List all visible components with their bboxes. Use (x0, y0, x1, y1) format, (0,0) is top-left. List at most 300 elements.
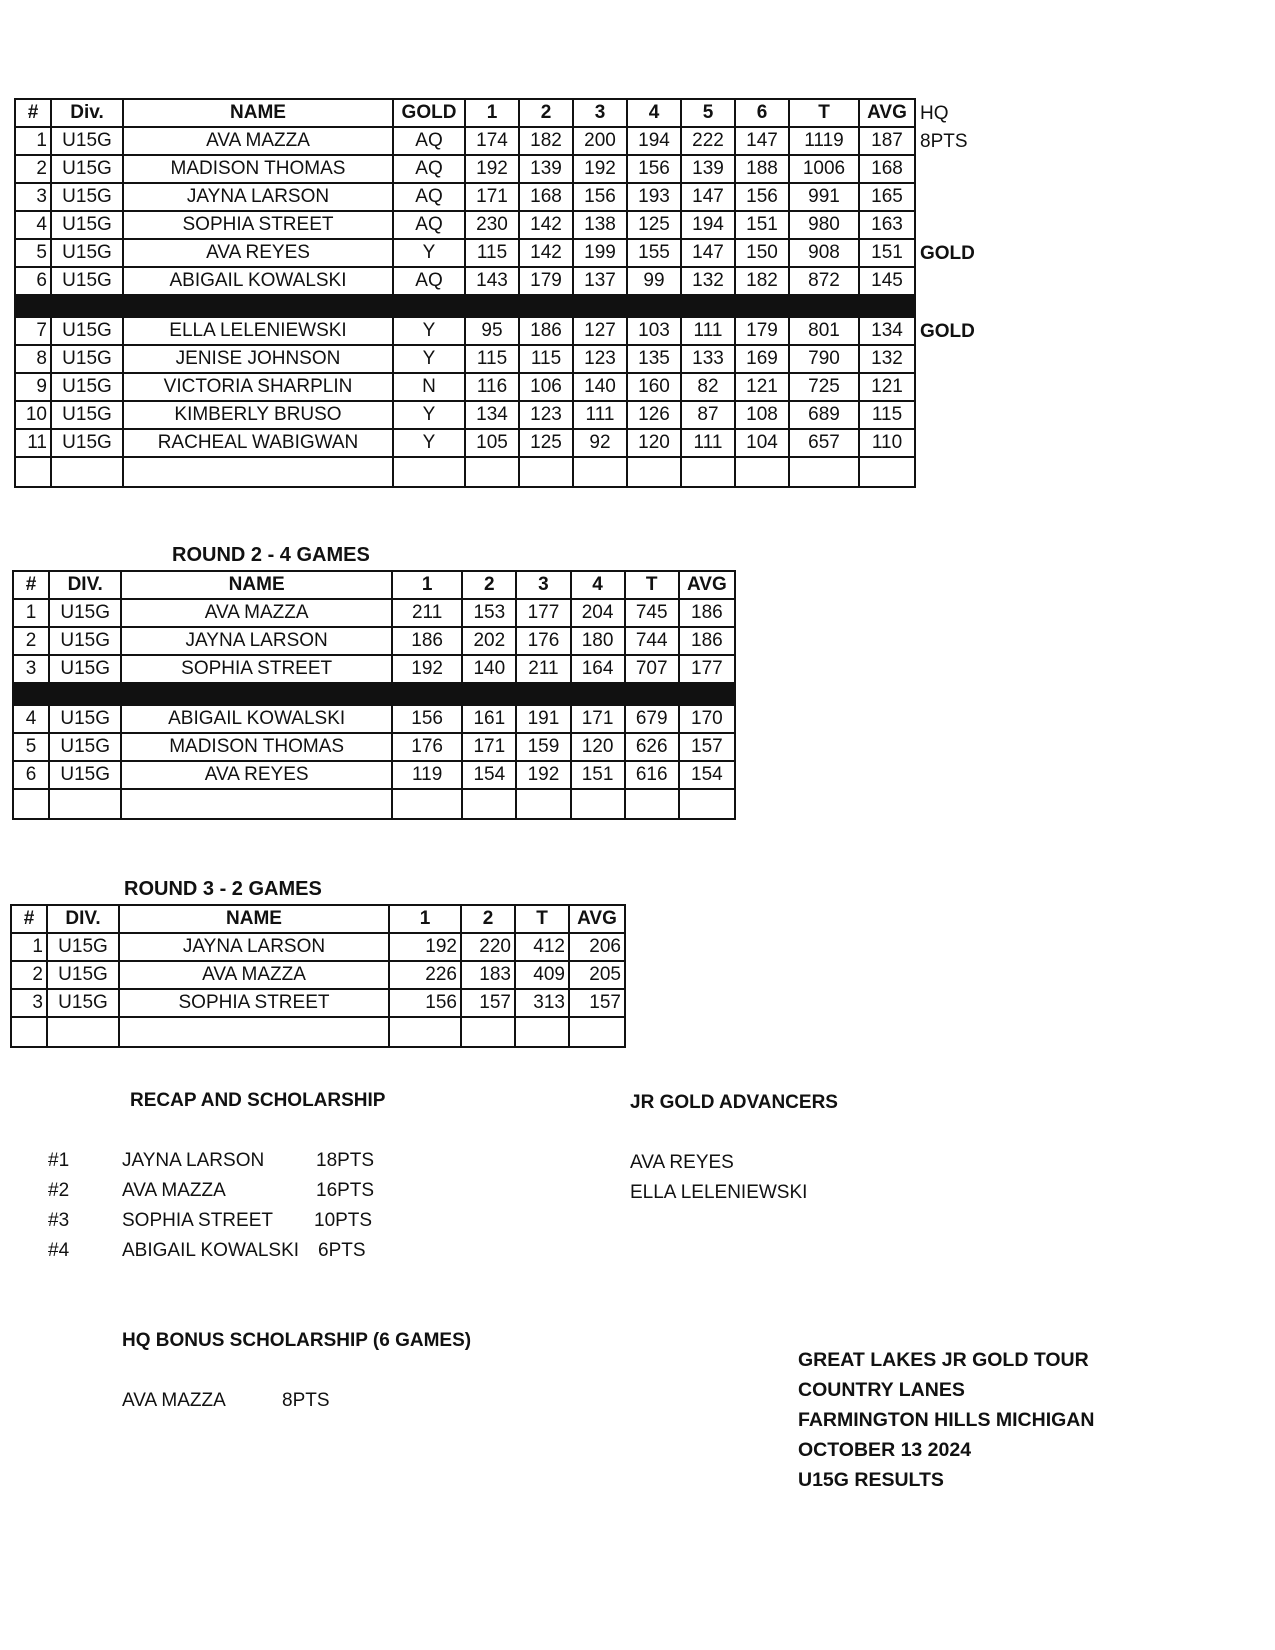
table-cell: 119 (392, 761, 462, 789)
empty-cell (571, 789, 625, 819)
table-cell: 707 (625, 655, 679, 683)
event-tour-name: GREAT LAKES JR GOLD TOUR (798, 1349, 1089, 1371)
table-cell: U15G (49, 705, 121, 733)
table-cell: 176 (392, 733, 462, 761)
round2-header-row (13, 571, 735, 599)
table-cell: 137 (573, 267, 627, 295)
table-cell: U15G (47, 961, 119, 989)
table-cell: 192 (573, 155, 627, 183)
empty-cell (627, 457, 681, 487)
advancer-name: ELLA LELENIEWSKI (630, 1182, 808, 1203)
table-cell: 186 (679, 627, 735, 655)
table-cell: Y (393, 317, 465, 345)
table-cell: 1 (15, 127, 51, 155)
table-cell: U15G (49, 599, 121, 627)
table-cell: U15G (51, 211, 123, 239)
empty-cell (681, 457, 735, 487)
table-row (11, 933, 625, 961)
table-cell: 991 (789, 183, 859, 211)
table-cell: 6 (13, 761, 49, 789)
table-cell: 182 (519, 127, 573, 155)
header-cell: AVG (569, 905, 625, 933)
table-cell: 744 (625, 627, 679, 655)
table-cell: AVA REYES (121, 761, 392, 789)
recap-rank: #2 (48, 1180, 70, 1201)
event-venue: COUNTRY LANES (798, 1379, 965, 1401)
table-cell: JENISE JOHNSON (123, 345, 393, 373)
table-cell: 104 (735, 429, 789, 457)
table-cell: 200 (573, 127, 627, 155)
round3-title: ROUND 3 - 2 GAMES (124, 878, 322, 900)
round3-body (11, 933, 625, 1047)
table-cell: 230 (465, 211, 519, 239)
hq-bonus-pts: 8PTS (282, 1390, 330, 1411)
table-cell: 5 (15, 239, 51, 267)
table-cell: 169 (735, 345, 789, 373)
table-cell: 170 (679, 705, 735, 733)
table-cell: 176 (516, 627, 570, 655)
header-cell: 1 (465, 99, 519, 127)
table-cell: VICTORIA SHARPLIN (123, 373, 393, 401)
recap-rank: #3 (48, 1210, 70, 1231)
table-cell: 139 (519, 155, 573, 183)
table-cell: AQ (393, 127, 465, 155)
table-cell: 143 (465, 267, 519, 295)
table-cell: RACHEAL WABIGWAN (123, 429, 393, 457)
table-cell: U15G (51, 429, 123, 457)
table-cell: AQ (393, 267, 465, 295)
empty-cell (15, 457, 51, 487)
table-cell: U15G (51, 317, 123, 345)
empty-cell (119, 1017, 389, 1047)
table-cell: JAYNA LARSON (121, 627, 392, 655)
table-cell: 161 (462, 705, 516, 733)
table-cell: U15G (51, 155, 123, 183)
empty-cell (461, 1017, 515, 1047)
table-row (15, 373, 915, 401)
table-cell: 139 (681, 155, 735, 183)
table-row (13, 733, 735, 761)
table-cell: 134 (465, 401, 519, 429)
empty-cell (389, 1017, 461, 1047)
table-cell: 156 (735, 183, 789, 211)
table-cell: 6 (15, 267, 51, 295)
table-cell: 111 (573, 401, 627, 429)
table-cell: 1 (13, 599, 49, 627)
table-cell: 134 (859, 317, 915, 345)
table-cell: 111 (681, 429, 735, 457)
table-row (13, 655, 735, 683)
table-cell: 159 (516, 733, 570, 761)
table-cell: MADISON THOMAS (121, 733, 392, 761)
header-cell: 2 (519, 99, 573, 127)
table-cell: 92 (573, 429, 627, 457)
table-cell: U15G (47, 933, 119, 961)
hq-bonus-name: AVA MAZZA (122, 1390, 226, 1411)
cutline-bar (15, 295, 915, 317)
table-cell: 182 (735, 267, 789, 295)
advancer-name: AVA REYES (630, 1152, 734, 1173)
empty-cell (625, 789, 679, 819)
recap-name: ABIGAIL KOWALSKI (122, 1240, 300, 1261)
table-cell: 205 (569, 961, 625, 989)
table-cell: AQ (393, 183, 465, 211)
header-cell: 4 (571, 571, 625, 599)
table-cell: 1 (11, 933, 47, 961)
table-row (15, 239, 915, 267)
table-cell: 115 (859, 401, 915, 429)
table-cell: 140 (573, 373, 627, 401)
table-cell: 165 (859, 183, 915, 211)
header-cell: 2 (462, 571, 516, 599)
header-cell: 3 (516, 571, 570, 599)
table-cell: Y (393, 239, 465, 267)
table-cell: 188 (735, 155, 789, 183)
table-cell: 801 (789, 317, 859, 345)
table-cell: ELLA LELENIEWSKI (123, 317, 393, 345)
table-cell: 2 (11, 961, 47, 989)
table-cell: ABIGAIL KOWALSKI (121, 705, 392, 733)
table-cell: 111 (681, 317, 735, 345)
empty-cell (121, 789, 392, 819)
table-row (15, 429, 915, 457)
table-cell: 186 (519, 317, 573, 345)
header-cell: NAME (119, 905, 389, 933)
table-cell: 147 (681, 183, 735, 211)
empty-row (13, 789, 735, 819)
empty-cell (11, 1017, 47, 1047)
table-cell: 150 (735, 239, 789, 267)
empty-cell (573, 457, 627, 487)
table-cell: AQ (393, 155, 465, 183)
table-cell: 4 (15, 211, 51, 239)
event-results-label: U15G RESULTS (798, 1469, 944, 1491)
empty-cell (392, 789, 462, 819)
table-cell: 1119 (789, 127, 859, 155)
table-row (13, 627, 735, 655)
table-cell: 120 (627, 429, 681, 457)
header-cell: T (625, 571, 679, 599)
recap-rank: #4 (48, 1240, 70, 1261)
table-cell: SOPHIA STREET (119, 989, 389, 1017)
recap-name: JAYNA LARSON (122, 1150, 265, 1171)
table-row (15, 401, 915, 429)
table-cell: 204 (571, 599, 625, 627)
table-cell: 171 (462, 733, 516, 761)
event-info (798, 1345, 1094, 1495)
header-cell: # (11, 905, 47, 933)
table-cell: 151 (735, 211, 789, 239)
header-cell: 1 (392, 571, 462, 599)
table-row (13, 705, 735, 733)
table-cell: 142 (519, 211, 573, 239)
table-cell: 626 (625, 733, 679, 761)
table-cell: Y (393, 401, 465, 429)
table-cell: 194 (681, 211, 735, 239)
table-cell: 106 (519, 373, 573, 401)
header-cell: 5 (681, 99, 735, 127)
recap-pts: 6PTS (318, 1240, 366, 1261)
empty-cell (515, 1017, 569, 1047)
round3-table (10, 904, 626, 1048)
round3-header-row (11, 905, 625, 933)
empty-cell (49, 789, 121, 819)
header-cell: # (13, 571, 49, 599)
table-cell: 105 (465, 429, 519, 457)
round2-body (13, 599, 735, 819)
empty-cell (393, 457, 465, 487)
empty-cell (465, 457, 519, 487)
table-cell: JAYNA LARSON (123, 183, 393, 211)
header-cell: # (15, 99, 51, 127)
table-cell: 192 (389, 933, 461, 961)
table-cell: 125 (519, 429, 573, 457)
table-cell: SOPHIA STREET (121, 655, 392, 683)
table-row (15, 317, 915, 345)
header-cell: AVG (859, 99, 915, 127)
empty-cell (519, 457, 573, 487)
table-cell: AVA MAZZA (119, 961, 389, 989)
table-cell: 138 (573, 211, 627, 239)
hq-header: HQ (920, 103, 949, 124)
table-cell: 157 (679, 733, 735, 761)
hq-bonus-title: HQ BONUS SCHOLARSHIP (6 GAMES) (122, 1330, 472, 1351)
table-cell: U15G (51, 267, 123, 295)
table-row (15, 127, 915, 155)
table-cell: 616 (625, 761, 679, 789)
table-cell: 157 (461, 989, 515, 1017)
table-cell: U15G (49, 655, 121, 683)
table-cell: 154 (679, 761, 735, 789)
table-row (13, 761, 735, 789)
empty-cell (47, 1017, 119, 1047)
round1-table (14, 98, 916, 488)
empty-cell (123, 457, 393, 487)
table-cell: 154 (462, 761, 516, 789)
empty-row (11, 1017, 625, 1047)
table-row (15, 155, 915, 183)
table-cell: 126 (627, 401, 681, 429)
table-cell: Y (393, 345, 465, 373)
table-cell: 3 (11, 989, 47, 1017)
cutline-divider (13, 683, 735, 705)
table-cell: 121 (859, 373, 915, 401)
header-cell: NAME (121, 571, 392, 599)
empty-cell (859, 457, 915, 487)
table-row (15, 211, 915, 239)
table-cell: KIMBERLY BRUSO (123, 401, 393, 429)
event-date: OCTOBER 13 2024 (798, 1439, 972, 1461)
table-cell: AVA MAZZA (123, 127, 393, 155)
table-cell: 147 (681, 239, 735, 267)
table-cell: 153 (462, 599, 516, 627)
recap-pts: 10PTS (314, 1210, 373, 1231)
table-cell: 11 (15, 429, 51, 457)
table-cell: 689 (789, 401, 859, 429)
table-cell: AVA MAZZA (121, 599, 392, 627)
table-cell: 157 (569, 989, 625, 1017)
table-cell: 192 (516, 761, 570, 789)
table-row (15, 267, 915, 295)
table-cell: 220 (461, 933, 515, 961)
table-cell: 156 (389, 989, 461, 1017)
event-location: FARMINGTON HILLS MICHIGAN (798, 1409, 1095, 1431)
table-cell: 87 (681, 401, 735, 429)
empty-cell (462, 789, 516, 819)
table-cell: 116 (465, 373, 519, 401)
header-cell: 4 (627, 99, 681, 127)
table-cell: 164 (571, 655, 625, 683)
recap-name: SOPHIA STREET (122, 1210, 273, 1231)
header-cell: T (515, 905, 569, 933)
recap-title: RECAP AND SCHOLARSHIP (130, 1090, 386, 1111)
gold-advancer-note: GOLD (920, 243, 975, 264)
table-cell: 187 (859, 127, 915, 155)
table-cell: 115 (519, 345, 573, 373)
table-row (11, 989, 625, 1017)
table-cell: U15G (49, 627, 121, 655)
table-cell: 192 (392, 655, 462, 683)
table-row (15, 183, 915, 211)
table-cell: 123 (519, 401, 573, 429)
table-row (15, 345, 915, 373)
table-cell: U15G (51, 373, 123, 401)
table-cell: SOPHIA STREET (123, 211, 393, 239)
table-cell: 222 (681, 127, 735, 155)
table-cell: N (393, 373, 465, 401)
table-cell: 745 (625, 599, 679, 627)
table-cell: 108 (735, 401, 789, 429)
table-cell: 168 (859, 155, 915, 183)
recap-pts: 16PTS (316, 1180, 375, 1201)
empty-cell (735, 457, 789, 487)
table-cell: AQ (393, 211, 465, 239)
table-cell: 183 (461, 961, 515, 989)
table-cell: 2 (13, 627, 49, 655)
table-cell: 179 (735, 317, 789, 345)
table-row (11, 961, 625, 989)
table-cell: 168 (519, 183, 573, 211)
recap-name: AVA MAZZA (122, 1180, 226, 1201)
table-cell: 194 (627, 127, 681, 155)
table-cell: 908 (789, 239, 859, 267)
table-cell: JAYNA LARSON (119, 933, 389, 961)
table-cell: 211 (516, 655, 570, 683)
table-cell: U15G (47, 989, 119, 1017)
table-cell: U15G (51, 345, 123, 373)
table-cell: 115 (465, 239, 519, 267)
table-cell: 132 (681, 267, 735, 295)
table-cell: 177 (516, 599, 570, 627)
table-cell: 186 (679, 599, 735, 627)
header-cell: 2 (461, 905, 515, 933)
header-cell: DIV. (47, 905, 119, 933)
recap-pts: 18PTS (316, 1150, 375, 1171)
table-cell: 163 (859, 211, 915, 239)
header-cell: T (789, 99, 859, 127)
table-cell: 156 (573, 183, 627, 211)
table-cell: 133 (681, 345, 735, 373)
cutline-divider (15, 295, 915, 317)
header-cell: AVG (679, 571, 735, 599)
table-cell: U15G (49, 733, 121, 761)
recap-rank: #1 (48, 1150, 70, 1171)
empty-cell (51, 457, 123, 487)
table-cell: AVA REYES (123, 239, 393, 267)
table-cell: 156 (392, 705, 462, 733)
table-cell: U15G (49, 761, 121, 789)
table-cell: MADISON THOMAS (123, 155, 393, 183)
round2-title: ROUND 2 - 4 GAMES (172, 544, 370, 566)
table-cell: 313 (515, 989, 569, 1017)
table-cell: 199 (573, 239, 627, 267)
empty-cell (13, 789, 49, 819)
table-cell: 177 (679, 655, 735, 683)
table-cell: 110 (859, 429, 915, 457)
table-cell: 171 (465, 183, 519, 211)
header-cell: GOLD (393, 99, 465, 127)
table-cell: U15G (51, 401, 123, 429)
table-cell: 103 (627, 317, 681, 345)
table-cell: 9 (15, 373, 51, 401)
advancers-title: JR GOLD ADVANCERS (630, 1092, 838, 1113)
table-cell: 4 (13, 705, 49, 733)
header-cell: 1 (389, 905, 461, 933)
table-cell: 186 (392, 627, 462, 655)
table-cell: 82 (681, 373, 735, 401)
header-cell: 3 (573, 99, 627, 127)
table-cell: 226 (389, 961, 461, 989)
table-cell: 179 (519, 267, 573, 295)
table-cell: U15G (51, 239, 123, 267)
table-cell: 3 (13, 655, 49, 683)
hq-points-note: 8PTS (920, 131, 968, 152)
table-cell: 10 (15, 401, 51, 429)
round1-body (15, 127, 915, 487)
header-cell: 6 (735, 99, 789, 127)
table-cell: 192 (465, 155, 519, 183)
table-cell: 5 (13, 733, 49, 761)
table-cell: 151 (859, 239, 915, 267)
table-cell: 125 (627, 211, 681, 239)
table-cell: 409 (515, 961, 569, 989)
table-cell: 790 (789, 345, 859, 373)
table-cell: ABIGAIL KOWALSKI (123, 267, 393, 295)
table-cell: 180 (571, 627, 625, 655)
gold-advancer-note: GOLD (920, 321, 975, 342)
empty-cell (516, 789, 570, 819)
table-row (13, 599, 735, 627)
table-cell: 140 (462, 655, 516, 683)
table-cell: 171 (571, 705, 625, 733)
table-cell: 193 (627, 183, 681, 211)
cutline-bar (13, 683, 735, 705)
header-cell: Div. (51, 99, 123, 127)
table-cell: U15G (51, 183, 123, 211)
empty-cell (679, 789, 735, 819)
table-cell: 95 (465, 317, 519, 345)
table-cell: 3 (15, 183, 51, 211)
table-cell: 202 (462, 627, 516, 655)
table-cell: 127 (573, 317, 627, 345)
table-cell: 2 (15, 155, 51, 183)
table-cell: 151 (571, 761, 625, 789)
table-cell: 725 (789, 373, 859, 401)
header-cell: DIV. (49, 571, 121, 599)
table-cell: Y (393, 429, 465, 457)
header-cell: NAME (123, 99, 393, 127)
table-cell: U15G (51, 127, 123, 155)
